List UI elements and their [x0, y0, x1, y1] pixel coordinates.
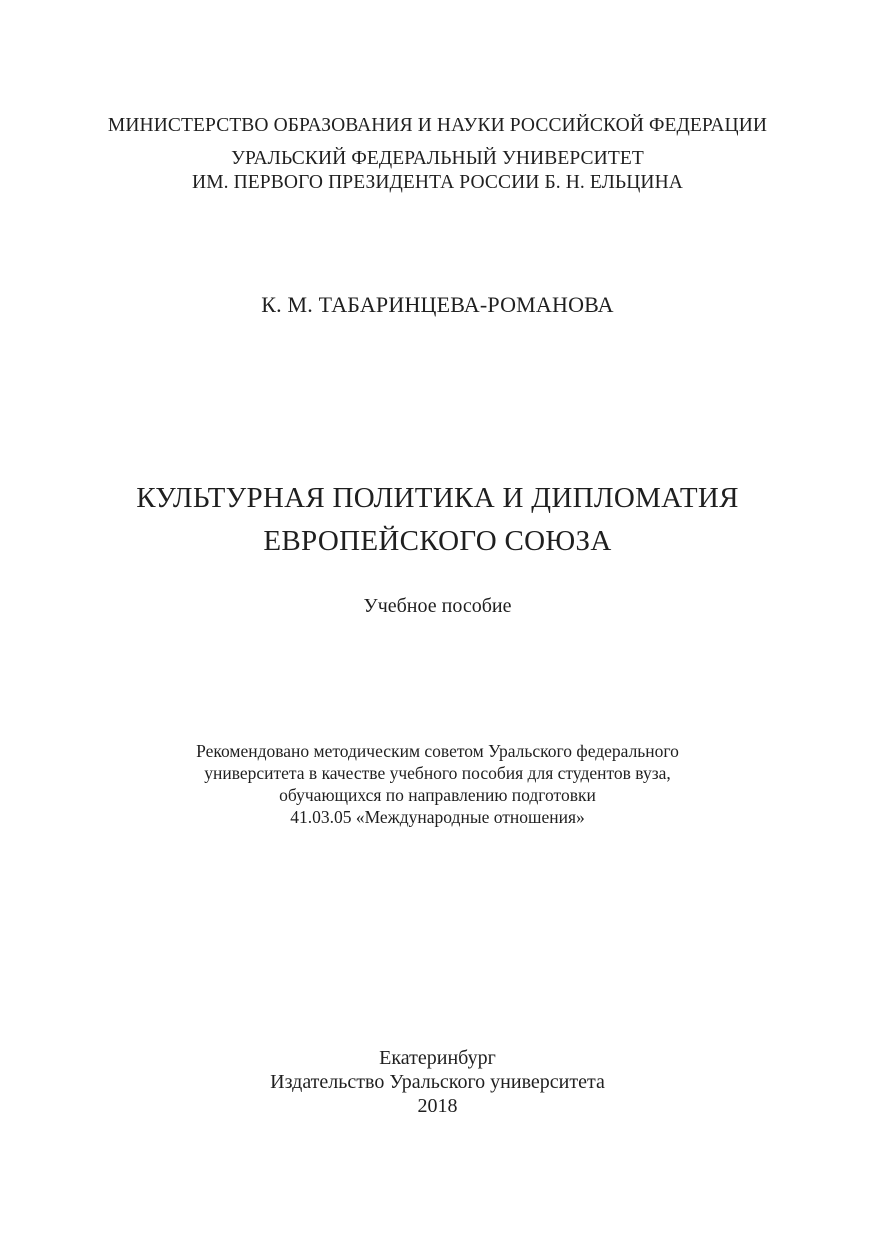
imprint-city: Екатеринбург [379, 1047, 496, 1069]
recommendation-line: Рекомендовано методическим советом Уральского федерального [196, 741, 679, 761]
university-name-line2: ИМ. ПЕРВОГО ПРЕЗИДЕНТА РОССИИ Б. Н. ЕЛЬЦИНА [192, 172, 683, 193]
author-name: К. М. ТАБАРИНЦЕВА-РОМАНОВА [261, 292, 614, 317]
book-subtitle: Учебное пособие [363, 595, 512, 617]
ministry-heading: МИНИСТЕРСТВО ОБРАЗОВАНИЯ И НАУКИ РОССИЙСКОЙ ФЕДЕРАЦИИ [107, 115, 768, 136]
book-title-line1: КУЛЬТУРНАЯ ПОЛИТИКА И ДИПЛОМАТИЯ [136, 482, 739, 514]
imprint-publisher: Издательство Уральского университета [270, 1071, 605, 1093]
recommendation-line: 41.03.05 «Международные отношения» [290, 807, 585, 827]
recommendation-line: обучающихся по направлению подготовки [279, 785, 596, 805]
imprint-year: 2018 [417, 1095, 458, 1117]
recommendation-line: университета в качестве учебного пособия для студентов вуза, [204, 763, 671, 783]
book-title-line2: ЕВРОПЕЙСКОГО СОЮЗА [263, 525, 612, 557]
university-name-line1: УРАЛЬСКИЙ ФЕДЕРАЛЬНЫЙ УНИВЕРСИТЕТ [231, 148, 644, 169]
